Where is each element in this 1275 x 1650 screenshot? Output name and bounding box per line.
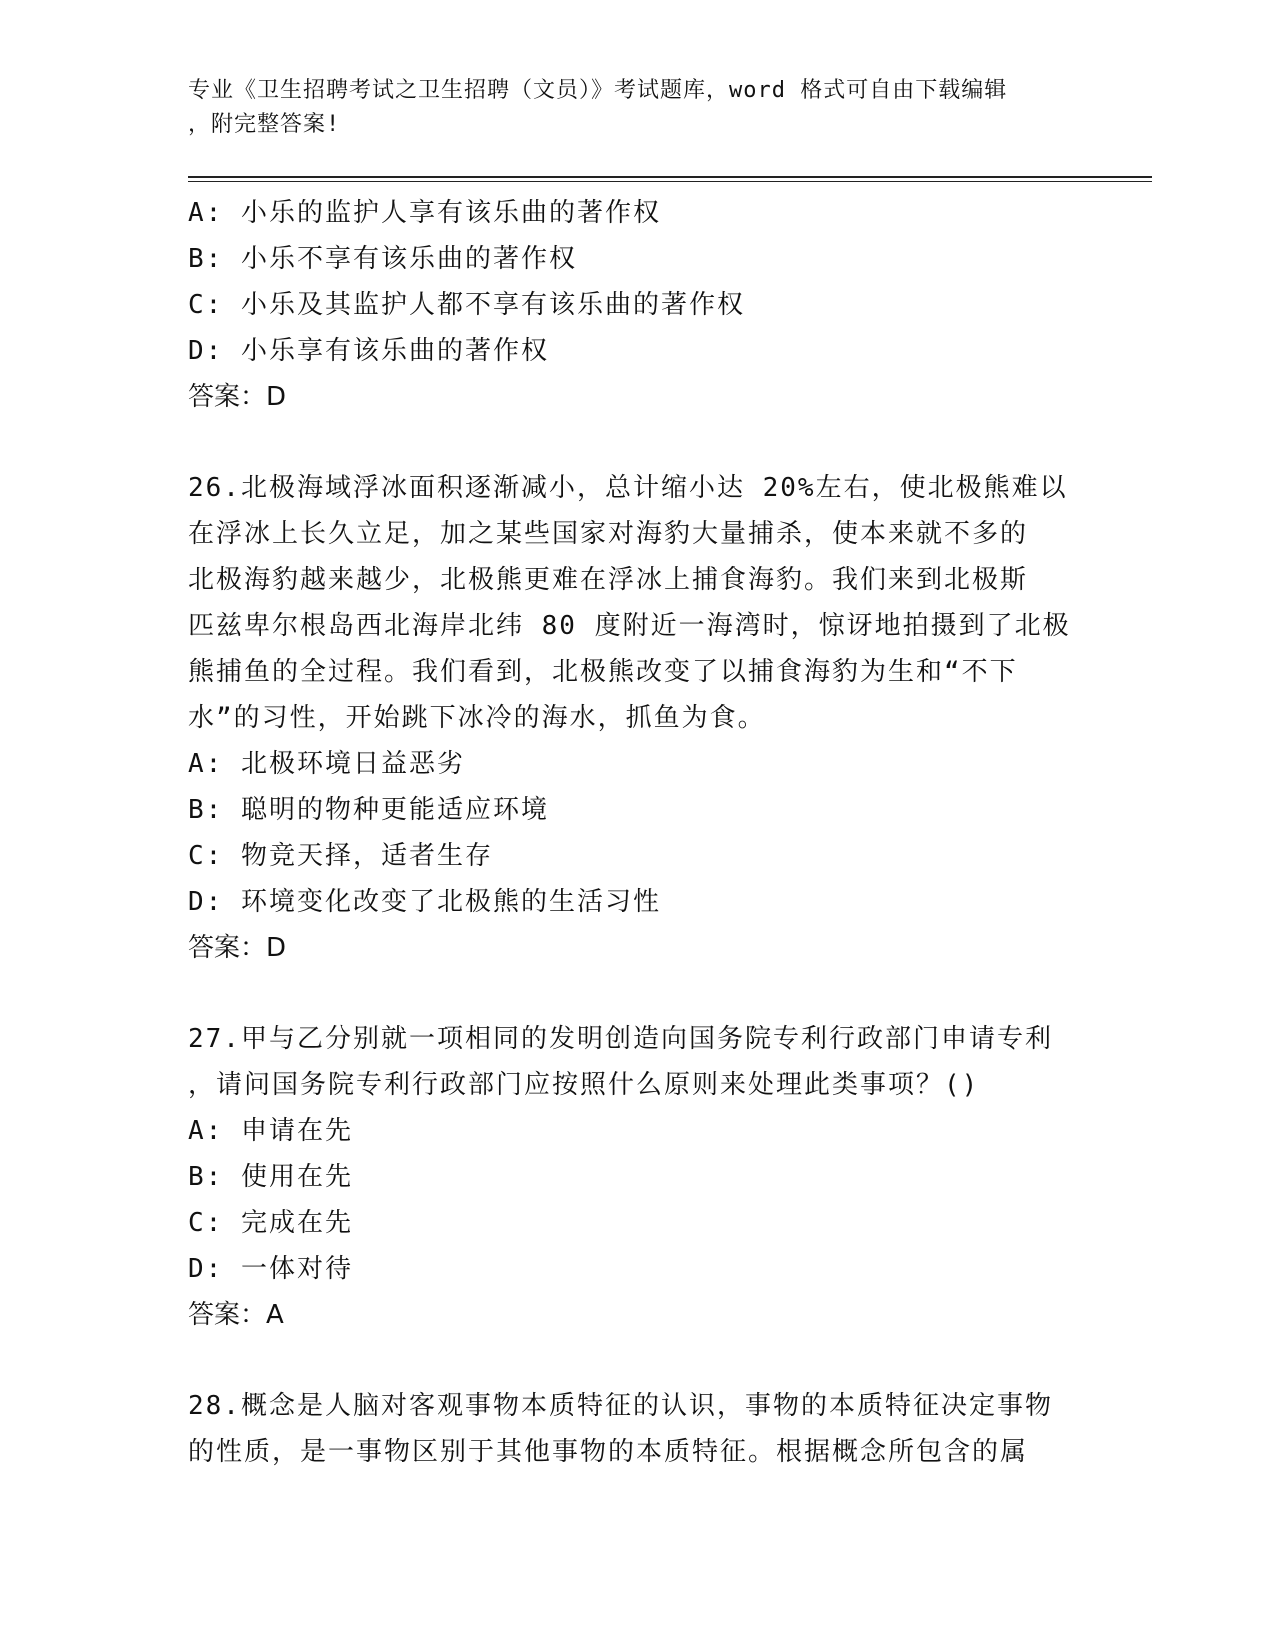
spacer [188,971,1088,1016]
header-rule-thick [188,176,1152,178]
stem-line: 熊捕鱼的全过程。我们看到，北极熊改变了以捕食海豹为生和“不下 [188,657,1018,687]
question-27 [188,1016,1088,1338]
stem-line: ，请问国务院专利行政部门应按照什么原则来处理此类事项？() [188,1070,980,1100]
option-d: D: 环境变化改变了北极熊的生活习性 [188,887,661,917]
question-stem [188,1016,1088,1108]
stem-line: 在浮冰上长久立足，加之某些国家对海豹大量捕杀，使本来就不多的 [188,519,1029,549]
answer: 答案：D [188,382,287,412]
question-28 [188,1383,1088,1475]
question-stem [188,1383,1088,1475]
option-d: D: 小乐享有该乐曲的著作权 [188,336,549,366]
option-b: B: 聪明的物种更能适应环境 [188,795,549,825]
question-stem [188,465,1088,741]
header-rule-thin [188,181,1152,182]
answer: 答案：D [188,933,287,963]
stem-line: 水”的习性，开始跳下冰冷的海水，抓鱼为食。 [188,703,766,733]
question-26 [188,465,1088,971]
spacer [188,420,1088,465]
stem-line: 28.概念是人脑对客观事物本质特征的认识，事物的本质特征决定事物 [188,1391,1053,1421]
option-c: C: 完成在先 [188,1208,353,1238]
stem-line: 26.北极海域浮冰面积逐渐减小，总计缩小达 20%左右，使北极熊难以 [188,473,1068,503]
question-25 [188,190,1088,420]
option-b: B: 使用在先 [188,1162,353,1192]
stem-line: 北极海豹越来越少，北极熊更难在浮冰上捕食海豹。我们来到北极斯 [188,565,1029,595]
option-a: A: 申请在先 [188,1116,353,1146]
option-a: A: 小乐的监护人享有该乐曲的著作权 [188,198,661,228]
option-a: A: 北极环境日益恶劣 [188,749,465,779]
stem-line: 匹兹卑尔根岛西北海岸北纬 80 度附近一海湾时，惊讶地拍摄到了北极 [188,611,1071,641]
option-c: C: 小乐及其监护人都不享有该乐曲的著作权 [188,290,745,320]
header-line-2: ，附完整答案! [188,112,341,137]
header-line-1: 专业《卫生招聘考试之卫生招聘（文员）》考试题库，word 格式可自由下载编辑 [188,78,1008,103]
document-header [188,74,1078,142]
option-c: C: 物竞天择，适者生存 [188,841,493,871]
spacer [188,1338,1088,1383]
option-d: D: 一体对待 [188,1254,353,1284]
option-b: B: 小乐不享有该乐曲的著作权 [188,244,577,274]
stem-line: 的性质，是一事物区别于其他事物的本质特征。根据概念所包含的属 [188,1437,1029,1467]
stem-line: 27.甲与乙分别就一项相同的发明创造向国务院专利行政部门申请专利 [188,1024,1053,1054]
document-body [188,190,1088,1475]
answer: 答案：A [188,1300,284,1330]
